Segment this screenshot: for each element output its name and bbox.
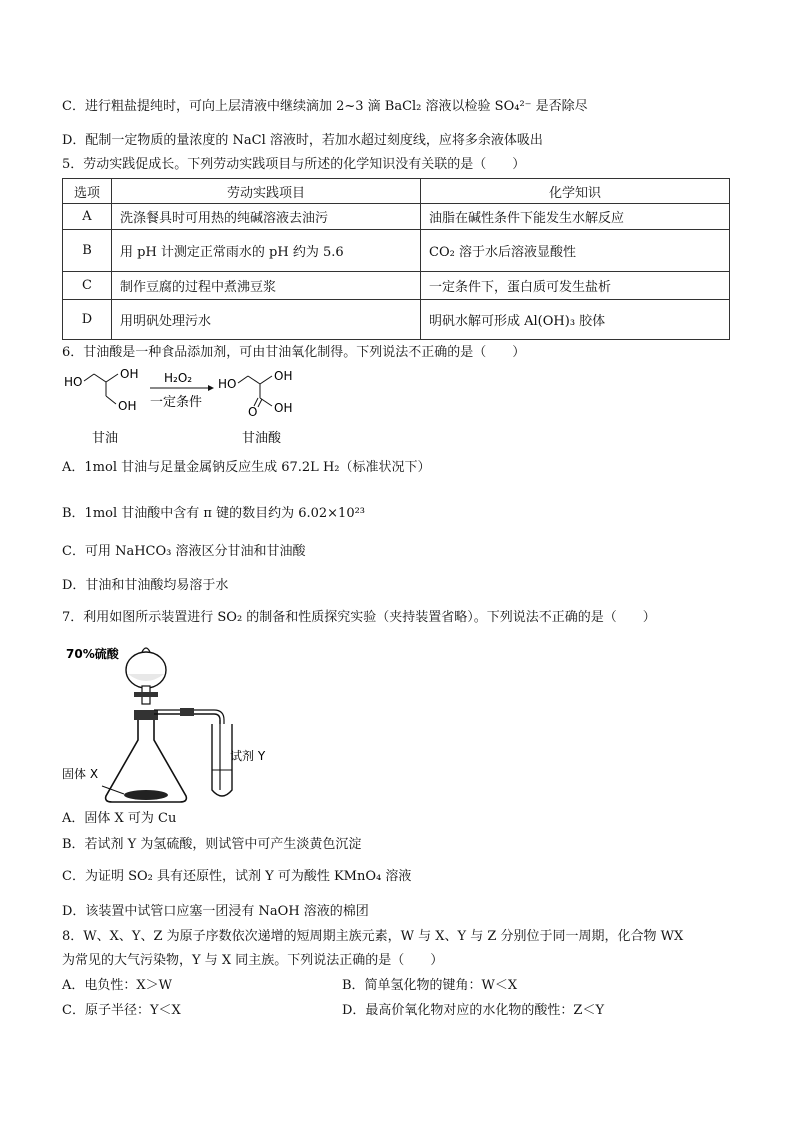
solid-label: 固体 X — [62, 767, 99, 781]
reaction-scheme — [62, 364, 322, 450]
glyceric-oh-bottom-label: OH — [274, 401, 293, 415]
row-practice: 制作豆腐的过程中煮沸豆浆 — [112, 272, 421, 300]
q8-stem-line2: 为常见的大气污染物，Y 与 X 同主族。下列说法正确的是（ ） — [62, 953, 444, 968]
bond — [94, 374, 106, 382]
apparatus-diagram — [62, 640, 292, 810]
q7-option-c: C．为证明 SO₂ 具有还原性，试剂 Y 可为酸性 KMnO₄ 溶液 — [62, 869, 412, 884]
table-row — [63, 272, 730, 300]
conical-flask — [106, 720, 187, 802]
acid-label: 70%硫酸 — [66, 647, 119, 661]
q6-stem: 6．甘油酸是一种食品添加剂，可由甘油氧化制得。下列说法不正确的是（ ） — [62, 345, 526, 360]
glycerol-oh-top-label: OH — [120, 367, 139, 381]
q8-option-a: A．电负性：X＞W — [62, 978, 173, 993]
condition-label: 一定条件 — [150, 395, 203, 410]
q6-option-d: D．甘油和甘油酸均易溶于水 — [62, 578, 229, 593]
row-option: A — [63, 204, 112, 230]
table-row — [63, 230, 730, 272]
reagent-label: 试剂 Y — [230, 749, 266, 763]
bond — [238, 376, 248, 383]
table-header-option: 选项 — [63, 179, 112, 204]
funnel-bulb — [126, 652, 166, 688]
glycerol-ho-label: HO — [64, 375, 83, 389]
bond — [84, 374, 94, 381]
row-option: D — [63, 300, 112, 340]
table-row — [63, 300, 730, 340]
carbonyl-o-label: O — [248, 405, 258, 419]
row-practice: 洗涤餐具时可用热的纯碱溶液去油污 — [112, 204, 421, 230]
row-practice: 用明矾处理污水 — [112, 300, 421, 340]
q7-option-a: A．固体 X 可为 Cu — [62, 811, 177, 826]
q4-option-c: C．进行粗盐提纯时，可向上层清液中继续滴加 2~3 滴 BaCl₂ 溶液以检验 SO₄²⁻ 是否除尽 — [62, 99, 588, 114]
row-option: B — [63, 230, 112, 272]
bond — [248, 376, 260, 384]
q7-option-d: D．该装置中试管口应塞一团浸有 NaOH 溶液的棉团 — [62, 904, 369, 919]
table-header-knowledge: 化学知识 — [421, 179, 730, 204]
glyceric-ho-label: HO — [218, 377, 237, 391]
bond — [106, 374, 118, 382]
row-knowledge: 一定条件下，蛋白质可发生盐析 — [421, 272, 730, 300]
q4-option-d: D．配制一定物质的量浓度的 NaCl 溶液时，若加水超过刻度线，应将多余液体吸出 — [62, 133, 543, 148]
table-header-row — [63, 179, 730, 204]
q6-option-b: B．1mol 甘油酸中含有 π 键的数目约为 6.02×10²³ — [62, 506, 366, 521]
row-knowledge: 油脂在碱性条件下能发生水解反应 — [421, 204, 730, 230]
glyceric-oh-top-label: OH — [274, 369, 293, 383]
q7-stem: 7．利用如图所示装置进行 SO₂ 的制备和性质探究实验（夹持装置省略）。下列说法不正确的是（ ） — [62, 610, 656, 625]
table-header-practice: 劳动实践项目 — [112, 179, 421, 204]
q8-option-b: B．简单氢化物的键角：W＜X — [342, 978, 518, 993]
row-practice: 用 pH 计测定正常雨水的 pH 约为 5.6 — [112, 230, 421, 272]
table-row — [63, 204, 730, 230]
glycerol-oh-bottom-label: OH — [118, 399, 137, 413]
q8-option-c: C．原子半径：Y＜X — [62, 1003, 181, 1018]
glyceric-name: 甘油酸 — [242, 431, 282, 446]
q6-option-a: A．1mol 甘油与足量金属钠反应生成 67.2L H₂（标准状况下） — [62, 460, 431, 475]
glycerol-name: 甘油 — [92, 431, 119, 446]
bond — [106, 396, 116, 404]
q5-table — [62, 178, 730, 340]
q7-option-b: B．若试剂 Y 为氢硫酸，则试管中可产生淡黄色沉淀 — [62, 837, 362, 852]
bond — [260, 376, 272, 384]
solid-x — [124, 790, 168, 800]
stopcock — [134, 692, 158, 697]
q8-stem-line1: 8．W、X、Y、Z 为原子序数依次递增的短周期主族元素，W 与 X、Y 与 Z 分别位于同一周期，化合物 WX — [62, 929, 684, 944]
row-knowledge: 明矾水解可形成 Al(OH)₃ 胶体 — [421, 300, 730, 340]
row-option: C — [63, 272, 112, 300]
q6-option-c: C．可用 NaHCO₃ 溶液区分甘油和甘油酸 — [62, 544, 306, 559]
q5-stem: 5．劳动实践促成长。下列劳动实践项目与所述的化学知识没有关联的是（ ） — [62, 157, 526, 172]
test-tube — [212, 724, 232, 796]
reagent-label: H₂O₂ — [164, 371, 193, 385]
arrow-head — [208, 385, 214, 391]
flask-stopper — [134, 710, 158, 720]
q8-option-d: D．最高价氧化物对应的水化物的酸性：Z＜Y — [342, 1003, 605, 1018]
rubber-joint — [180, 708, 194, 716]
double-bond — [258, 399, 262, 407]
row-knowledge: CO₂ 溶于水后溶液显酸性 — [421, 230, 730, 272]
